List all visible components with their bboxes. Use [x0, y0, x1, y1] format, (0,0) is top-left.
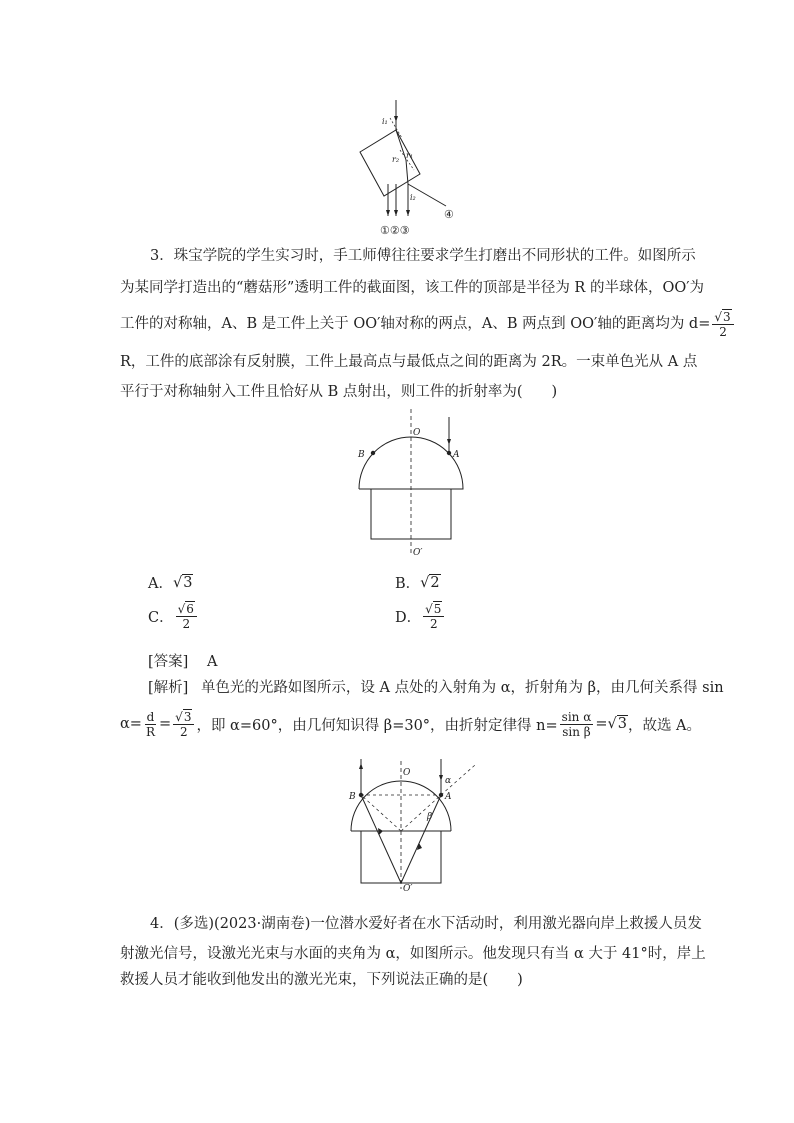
frac2-den: 2: [179, 724, 188, 739]
q3-line2: 为某同学打造出的“蘑菇形”透明工件的截面图，该工件的顶部是半径为 R 的半球体，OO′为: [120, 280, 705, 296]
analysis-tag: [解析]: [148, 680, 189, 696]
q3-line1: 3．珠宝学院的学生实习时，手工师傅往往要求学生打磨出不同形状的工件。如图所示: [150, 248, 696, 264]
analysis-frac1: [144, 710, 157, 739]
option-d-den: 2: [429, 617, 438, 631]
analysis-eq2: =: [595, 716, 608, 732]
frac2-num: 3: [183, 709, 192, 724]
analysis-line2: α= $\frac{d}{R}$ = $\frac{√3}{2}$ ，即 α=60°，由几何知识得 β=30°，由折射定律得 n= $\frac{\text{sin α}}{\text{sin β}}$ = √3 ，故选 A。: [120, 709, 702, 739]
analysis-eq: =: [159, 716, 172, 732]
option-b[interactable]: B． √2: [395, 572, 441, 593]
label-4: ④: [444, 208, 454, 221]
q3-d-fraction: $\frac{√3}{2}$: [712, 310, 733, 339]
label-i2: i₂: [410, 193, 416, 202]
option-d[interactable]: [395, 602, 446, 631]
label-A: A: [453, 450, 460, 460]
analysis-text2: ，即 α=60°，由几何知识得 β=30°，由折射定律得 n=: [196, 717, 558, 734]
option-c[interactable]: [148, 602, 199, 631]
analysis-text3: ，故选 A。: [627, 717, 702, 734]
option-c-den: 2: [182, 617, 191, 631]
option-d-fraction: $\frac{√5}{2}$: [423, 602, 444, 631]
q3-line5: 平行于对称轴射入工件且恰好从 B 点射出，则工件的折射率为( ): [120, 384, 558, 400]
light-path-diagram: [335, 755, 495, 895]
frac1-num: d: [146, 709, 155, 724]
q3-d-den: 2: [719, 324, 727, 339]
analysis-text1: 单色光的光路如图所示，设 A 点处的入射角为 α，折射角为 β，由几何关系得 sin: [200, 680, 724, 696]
option-b-label: B．: [395, 576, 421, 592]
q4-line1: 4．(多选)(2023·湖南卷)一位潜水爱好者在水下活动时，利用激光器向岸上救援人员发: [150, 916, 702, 932]
option-a[interactable]: A． √3: [148, 572, 193, 593]
option-c-label: C．: [148, 610, 174, 626]
fig2-label-B: B: [349, 792, 356, 802]
label-B: B: [358, 450, 365, 460]
label-r2: r₂: [392, 155, 400, 164]
q4-line3: 救援人员才能收到他发出的激光光束，下列说法正确的是( ): [120, 972, 523, 988]
fig2-label-alpha: α: [445, 776, 452, 786]
frac1-den: R: [145, 724, 155, 739]
analysis-frac3: [560, 710, 594, 739]
q3-line3-text: 工件的对称轴，A、B 是工件上关于 OO′轴对称的两点，A、B 两点到 OO′轴的距离均为 d=: [120, 316, 711, 332]
label-123: ①②③: [380, 224, 410, 237]
analysis-line1: [148, 676, 724, 697]
analysis-frac2: $\frac{√3}{2}$: [173, 710, 194, 739]
fig2-label-O2: O′: [403, 884, 413, 894]
answer-row: [148, 650, 217, 671]
option-a-value: 3: [183, 574, 193, 591]
fig2-label-beta: β: [427, 812, 433, 822]
option-d-num: 5: [433, 602, 442, 616]
fig2-label-A: A: [445, 792, 452, 802]
label-r1: r₁: [406, 151, 414, 160]
option-a-label: A．: [148, 576, 173, 592]
option-b-value: 2: [430, 574, 440, 591]
q3-line4: R，工件的底部涂有反射膜，工件上最高点与最低点之间的距离为 2R。一束单色光从 A 点: [120, 354, 698, 370]
analysis-sqrt3: 3: [617, 716, 627, 732]
prism-diagram: [350, 100, 470, 240]
frac3-den: sin β: [562, 724, 591, 739]
mushroom-diagram: [345, 405, 475, 560]
q3-d-num: 3: [723, 309, 731, 324]
q4-line2: 射激光信号，设激光光束与水面的夹角为 α，如图所示。他发现只有当 α 大于 41°时，岸上: [120, 946, 706, 962]
answer-tag: [答案]: [148, 654, 189, 670]
label-i1: i₁: [382, 117, 388, 126]
option-d-label: D．: [395, 610, 422, 626]
label-O2: O′: [413, 548, 423, 558]
frac3-num: sin α: [561, 709, 592, 724]
option-c-fraction: $\frac{√6}{2}$: [176, 602, 197, 631]
q3-line3: [120, 304, 736, 344]
option-c-num: 6: [186, 602, 194, 616]
label-O: O: [413, 428, 421, 438]
answer-value: A: [206, 654, 218, 670]
fig2-label-O: O: [403, 768, 411, 778]
analysis-alpha: α=: [120, 716, 142, 732]
